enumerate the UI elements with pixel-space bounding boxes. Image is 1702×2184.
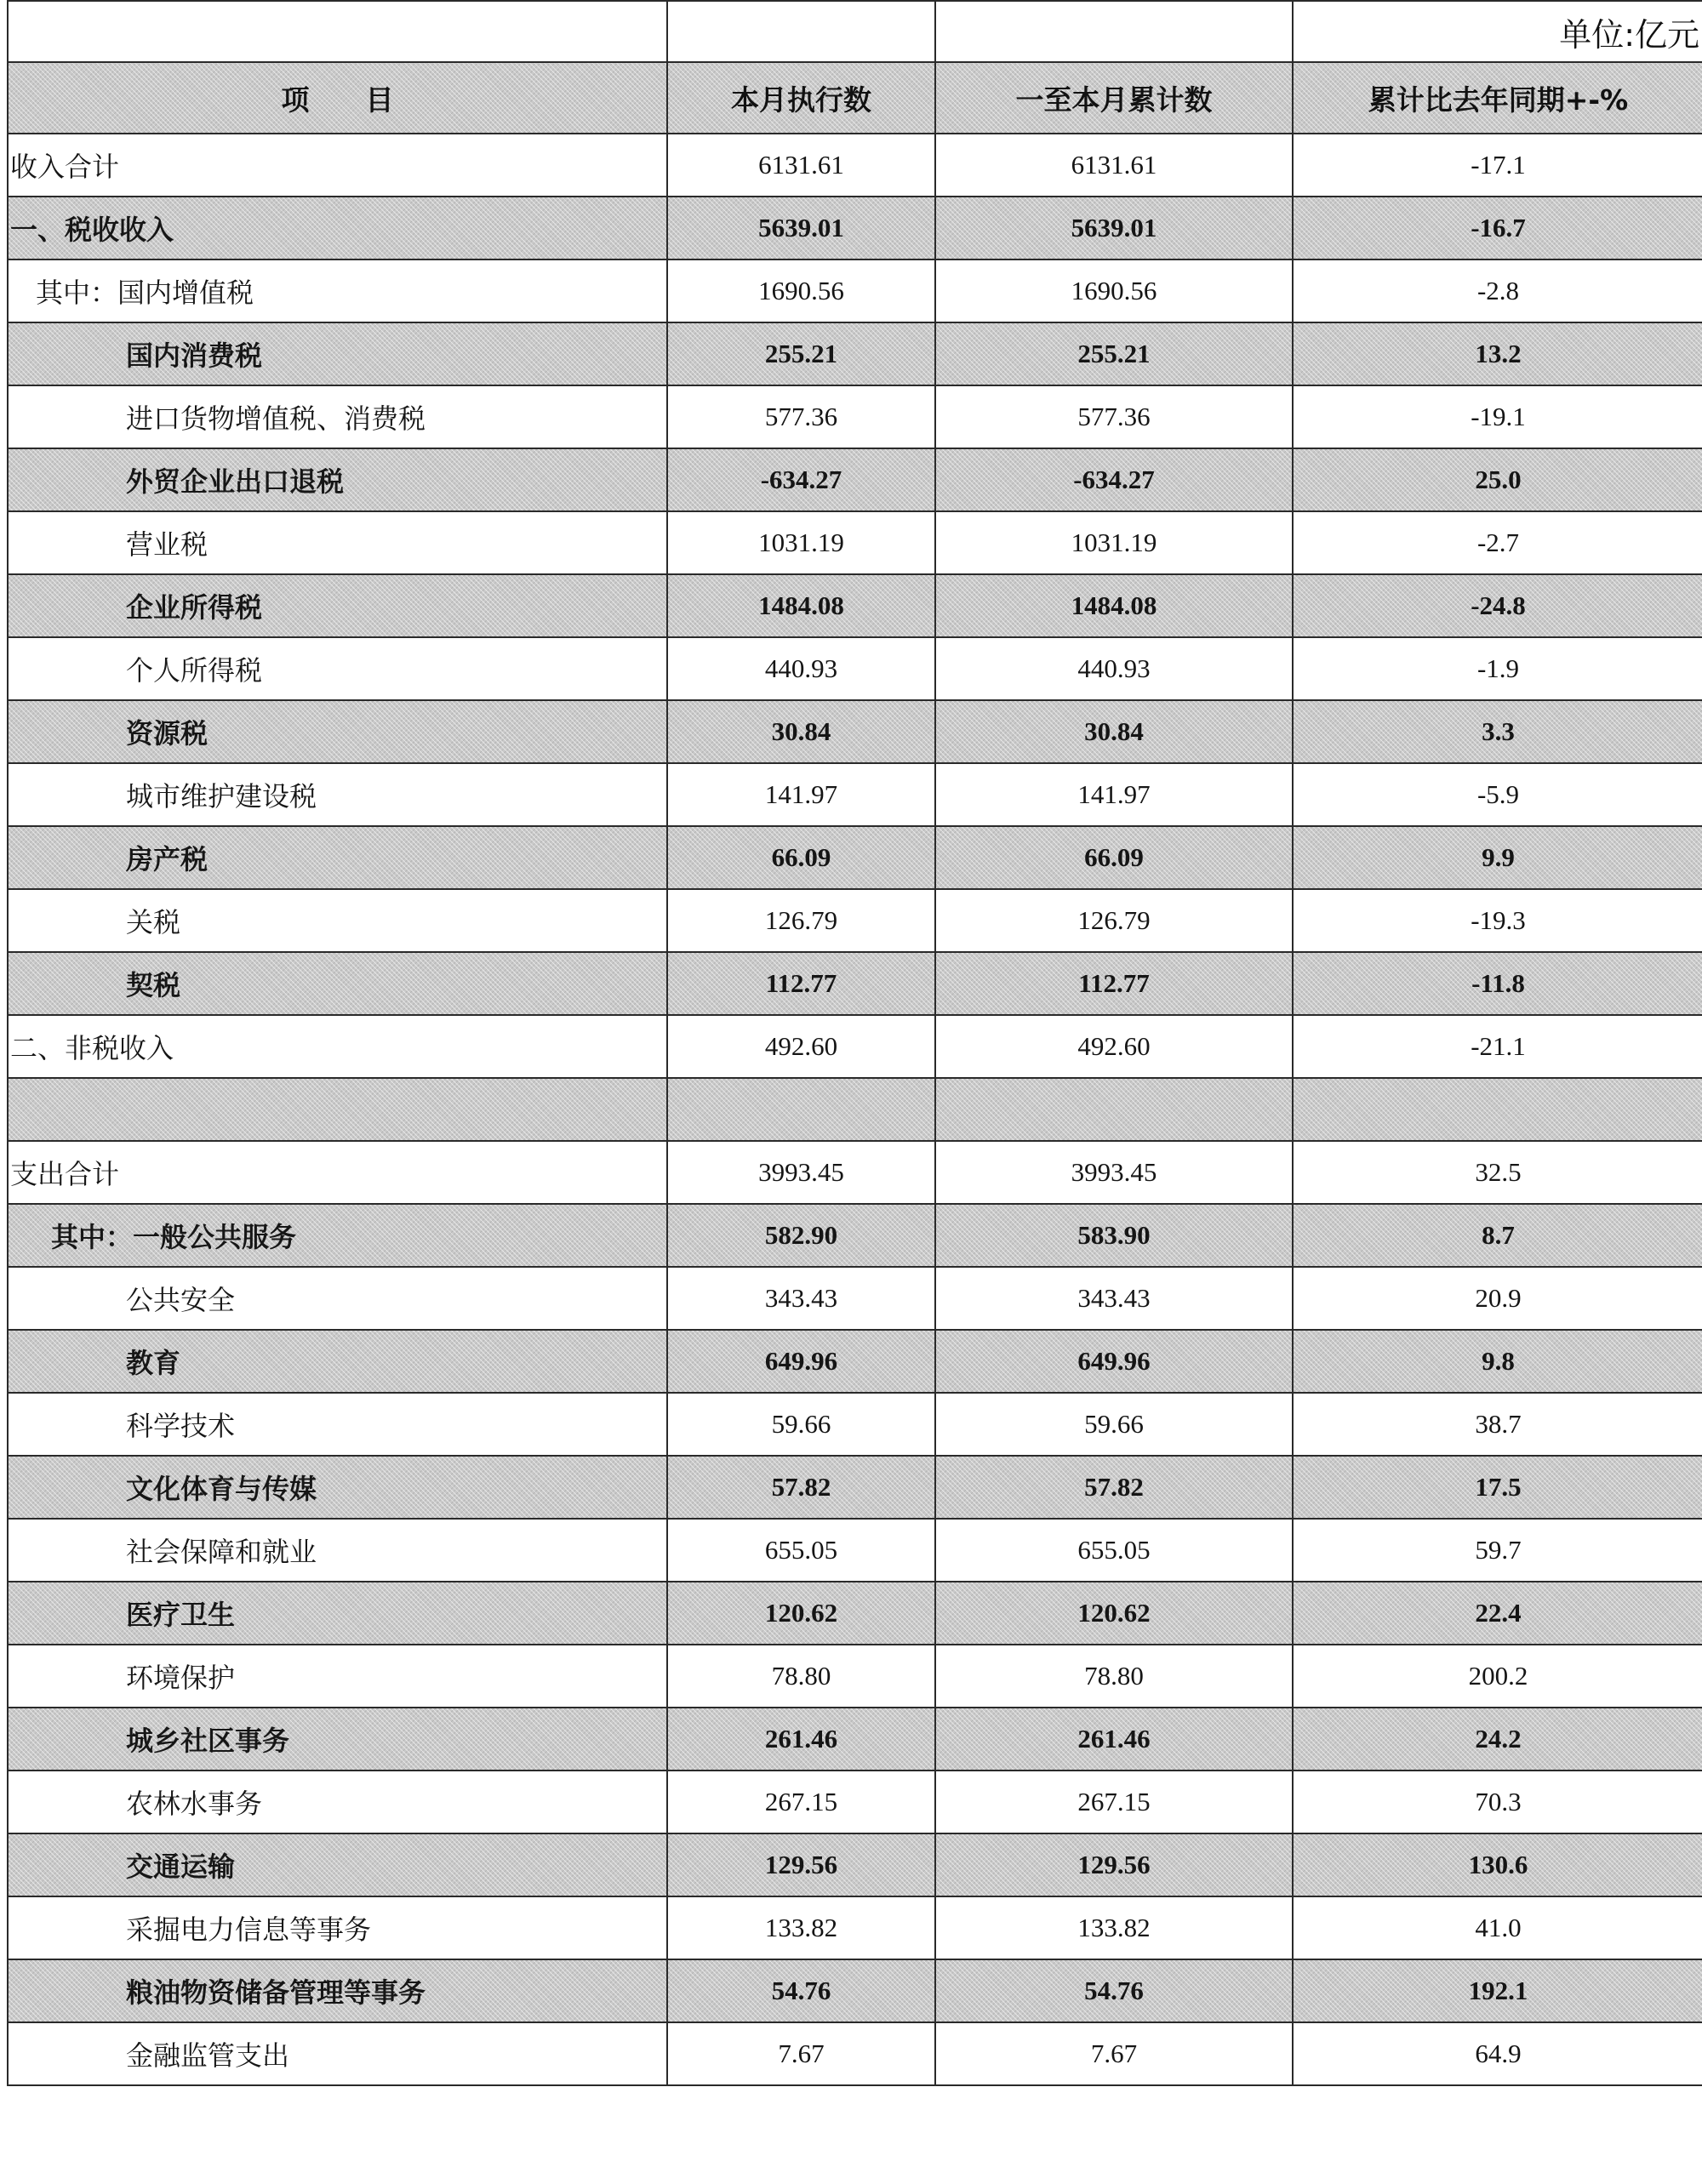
row-month-value: 582.90 (667, 1204, 935, 1267)
row-item-label: 公共安全 (8, 1267, 667, 1330)
table-row (8, 1330, 1702, 1393)
row-cumulative-value: 440.93 (935, 637, 1293, 700)
row-month-value: 440.93 (667, 637, 935, 700)
row-month-value: 3993.45 (667, 1141, 935, 1204)
row-month-value: 57.82 (667, 1456, 935, 1519)
row-item-label: 环境保护 (8, 1645, 667, 1708)
row-yoy-percent: 41.0 (1293, 1896, 1702, 1959)
table-header-row (8, 62, 1702, 134)
row-month-value: 30.84 (667, 700, 935, 763)
row-month-value: 78.80 (667, 1645, 935, 1708)
column-header-yoy: 累计比去年同期+-% (1293, 62, 1702, 134)
row-cumulative-value: 129.56 (935, 1833, 1293, 1896)
row-yoy-percent: 70.3 (1293, 1771, 1702, 1833)
row-yoy-percent: 9.8 (1293, 1330, 1702, 1393)
row-yoy-percent: -19.3 (1293, 889, 1702, 952)
row-month-value: 343.43 (667, 1267, 935, 1330)
table-row (8, 1519, 1702, 1582)
row-cumulative-value: 141.97 (935, 763, 1293, 826)
row-cumulative-value: 492.60 (935, 1015, 1293, 1078)
row-month-value: 1690.56 (667, 259, 935, 322)
column-header-item: 项 目 (8, 62, 667, 134)
table-row (8, 1896, 1702, 1959)
row-month-value: 577.36 (667, 385, 935, 448)
row-item-label: 营业税 (8, 511, 667, 574)
row-item-label: 一、税收收入 (8, 197, 667, 259)
row-month-value: 133.82 (667, 1896, 935, 1959)
row-month-value: 66.09 (667, 826, 935, 889)
row-item-label: 医疗卫生 (8, 1582, 667, 1645)
row-month-value: -634.27 (667, 448, 935, 511)
row-item-label: 外贸企业出口退税 (8, 448, 667, 511)
row-cumulative-value: 255.21 (935, 322, 1293, 385)
table-row (8, 889, 1702, 952)
row-yoy-percent: -17.1 (1293, 134, 1702, 197)
row-cumulative-value: -634.27 (935, 448, 1293, 511)
table-row (8, 385, 1702, 448)
row-cumulative-value: 57.82 (935, 1456, 1293, 1519)
row-item-label: 采掘电力信息等事务 (8, 1896, 667, 1959)
row-cumulative-value: 5639.01 (935, 197, 1293, 259)
row-cumulative-value: 1031.19 (935, 511, 1293, 574)
unit-row (8, 1, 1702, 62)
row-yoy-percent: -21.1 (1293, 1015, 1702, 1078)
row-month-value: 54.76 (667, 1959, 935, 2022)
row-yoy-percent: 32.5 (1293, 1141, 1702, 1204)
table-row (8, 1582, 1702, 1645)
row-item-label: 交通运输 (8, 1833, 667, 1896)
row-item-label: 支出合计 (8, 1141, 667, 1204)
row-cumulative-value: 1484.08 (935, 574, 1293, 637)
row-item-label: 房产税 (8, 826, 667, 889)
row-month-value: 261.46 (667, 1708, 935, 1771)
row-cumulative-value: 112.77 (935, 952, 1293, 1015)
row-month-value: 1484.08 (667, 574, 935, 637)
row-cumulative-value: 577.36 (935, 385, 1293, 448)
row-item-label: 其中：一般公共服务 (8, 1204, 667, 1267)
row-month-value: 1031.19 (667, 511, 935, 574)
row-yoy-percent: -2.8 (1293, 259, 1702, 322)
row-yoy-percent: 192.1 (1293, 1959, 1702, 2022)
row-yoy-percent: 20.9 (1293, 1267, 1702, 1330)
row-item-label: 个人所得税 (8, 637, 667, 700)
unit-label: 单位:亿元 (1293, 1, 1702, 62)
row-cumulative-value: 126.79 (935, 889, 1293, 952)
row-month-value: 120.62 (667, 1582, 935, 1645)
row-item-label: 社会保障和就业 (8, 1519, 667, 1582)
table-row (8, 1456, 1702, 1519)
row-yoy-percent: -11.8 (1293, 952, 1702, 1015)
table-row (8, 1708, 1702, 1771)
row-month-value (667, 1078, 935, 1141)
table-row (8, 826, 1702, 889)
row-yoy-percent: -5.9 (1293, 763, 1702, 826)
row-yoy-percent: -24.8 (1293, 574, 1702, 637)
row-item-label: 科学技术 (8, 1393, 667, 1456)
row-item-label: 关税 (8, 889, 667, 952)
row-month-value: 6131.61 (667, 134, 935, 197)
row-yoy-percent: 17.5 (1293, 1456, 1702, 1519)
table-row (8, 1645, 1702, 1708)
row-item-label: 城市维护建设税 (8, 763, 667, 826)
row-yoy-percent: 3.3 (1293, 700, 1702, 763)
row-yoy-percent: 25.0 (1293, 448, 1702, 511)
table-row (8, 1959, 1702, 2022)
row-yoy-percent: -19.1 (1293, 385, 1702, 448)
row-item-label: 粮油物资储备管理等事务 (8, 1959, 667, 2022)
table-row (8, 134, 1702, 197)
table-row (8, 700, 1702, 763)
row-month-value: 126.79 (667, 889, 935, 952)
row-yoy-percent (1293, 1078, 1702, 1141)
row-item-label: 农林水事务 (8, 1771, 667, 1833)
row-item-label: 收入合计 (8, 134, 667, 197)
row-cumulative-value: 583.90 (935, 1204, 1293, 1267)
row-cumulative-value: 6131.61 (935, 134, 1293, 197)
row-yoy-percent: 59.7 (1293, 1519, 1702, 1582)
row-item-label: 企业所得税 (8, 574, 667, 637)
row-cumulative-value: 1690.56 (935, 259, 1293, 322)
row-yoy-percent: 64.9 (1293, 2022, 1702, 2085)
row-item-label: 其中：国内增值税 (8, 259, 667, 322)
row-month-value: 59.66 (667, 1393, 935, 1456)
row-cumulative-value: 343.43 (935, 1267, 1293, 1330)
table-row (8, 763, 1702, 826)
table-row (8, 1771, 1702, 1833)
table-row (8, 511, 1702, 574)
row-yoy-percent: 9.9 (1293, 826, 1702, 889)
table-row (8, 1204, 1702, 1267)
table-row (8, 259, 1702, 322)
row-month-value: 129.56 (667, 1833, 935, 1896)
table-row (8, 952, 1702, 1015)
row-month-value: 492.60 (667, 1015, 935, 1078)
row-yoy-percent: 38.7 (1293, 1393, 1702, 1456)
table-row (8, 1141, 1702, 1204)
row-item-label: 国内消费税 (8, 322, 667, 385)
row-cumulative-value: 78.80 (935, 1645, 1293, 1708)
row-item-label: 二、非税收入 (8, 1015, 667, 1078)
row-month-value: 649.96 (667, 1330, 935, 1393)
row-cumulative-value: 120.62 (935, 1582, 1293, 1645)
table-row (8, 1015, 1702, 1078)
row-yoy-percent: 8.7 (1293, 1204, 1702, 1267)
row-yoy-percent: 22.4 (1293, 1582, 1702, 1645)
row-month-value: 7.67 (667, 2022, 935, 2085)
table-row (8, 197, 1702, 259)
table-row (8, 637, 1702, 700)
row-item-label: 文化体育与传媒 (8, 1456, 667, 1519)
row-yoy-percent: -16.7 (1293, 197, 1702, 259)
table-row (8, 1393, 1702, 1456)
row-yoy-percent: 130.6 (1293, 1833, 1702, 1896)
row-month-value: 655.05 (667, 1519, 935, 1582)
row-yoy-percent: 24.2 (1293, 1708, 1702, 1771)
row-month-value: 267.15 (667, 1771, 935, 1833)
row-item-label: 契税 (8, 952, 667, 1015)
table-row (8, 1078, 1702, 1141)
row-yoy-percent: -1.9 (1293, 637, 1702, 700)
row-item-label: 教育 (8, 1330, 667, 1393)
table-row (8, 448, 1702, 511)
row-cumulative-value: 3993.45 (935, 1141, 1293, 1204)
row-cumulative-value: 7.67 (935, 2022, 1293, 2085)
unit-row-empty-cell (8, 1, 667, 62)
row-cumulative-value: 59.66 (935, 1393, 1293, 1456)
row-yoy-percent: -2.7 (1293, 511, 1702, 574)
column-header-month: 本月执行数 (667, 62, 935, 134)
row-cumulative-value: 261.46 (935, 1708, 1293, 1771)
row-month-value: 255.21 (667, 322, 935, 385)
row-month-value: 112.77 (667, 952, 935, 1015)
table-row (8, 1833, 1702, 1896)
row-item-label: 进口货物增值税、消费税 (8, 385, 667, 448)
table-row (8, 322, 1702, 385)
row-cumulative-value: 30.84 (935, 700, 1293, 763)
row-cumulative-value: 655.05 (935, 1519, 1293, 1582)
row-yoy-percent: 200.2 (1293, 1645, 1702, 1708)
table-row (8, 1267, 1702, 1330)
row-cumulative-value (935, 1078, 1293, 1141)
row-cumulative-value: 133.82 (935, 1896, 1293, 1959)
row-item-label: 城乡社区事务 (8, 1708, 667, 1771)
table-row (8, 2022, 1702, 2085)
row-month-value: 141.97 (667, 763, 935, 826)
row-yoy-percent: 13.2 (1293, 322, 1702, 385)
row-item-label: 资源税 (8, 700, 667, 763)
unit-row-empty-cell (935, 1, 1293, 62)
column-header-cumulative: 一至本月累计数 (935, 62, 1293, 134)
row-item-label: 金融监管支出 (8, 2022, 667, 2085)
unit-row-empty-cell (667, 1, 935, 62)
row-item-label (8, 1078, 667, 1141)
fiscal-revenue-expenditure-table (7, 0, 1702, 2086)
row-cumulative-value: 66.09 (935, 826, 1293, 889)
row-month-value: 5639.01 (667, 197, 935, 259)
row-cumulative-value: 649.96 (935, 1330, 1293, 1393)
row-cumulative-value: 54.76 (935, 1959, 1293, 2022)
table-row (8, 574, 1702, 637)
row-cumulative-value: 267.15 (935, 1771, 1293, 1833)
